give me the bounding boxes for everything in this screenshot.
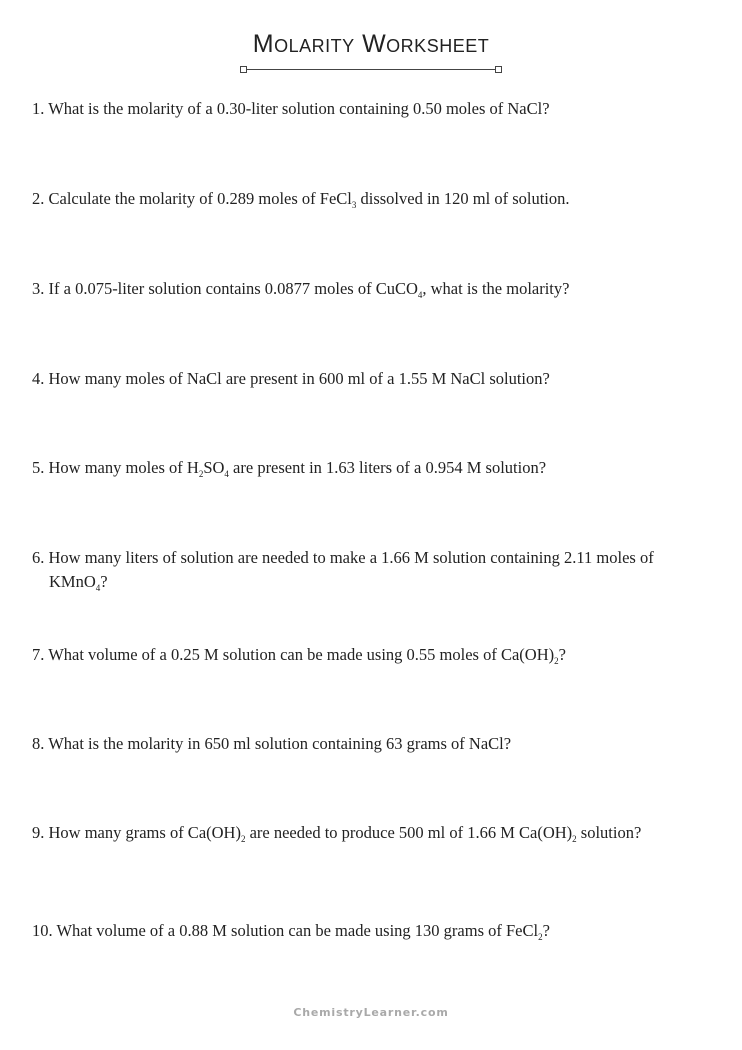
worksheet-title: Molarity Worksheet — [252, 30, 490, 58]
question-7: 7. What volume of a 0.25 M solution can be made using 0.55 moles of $Ca(OH)_2$? — [32, 645, 566, 666]
question-9: 9. How many grams of $Ca(OH)_2$ are needed to produce 500 ml of 1.66 M $Ca(OH)_2$ solution? — [32, 823, 642, 844]
question-8: 8. What is the molarity in 650 ml solution containing 63 grams of NaCl? — [32, 734, 512, 753]
divider-right-square — [495, 66, 502, 73]
question-5: 5. How many moles of $H_2SO_4$ are present in 1.63 liters of a 0.954 M solution? — [32, 458, 547, 479]
question-3: 3. If a 0.075-liter solution contains 0.0877 moles of CuCO$_4$, what is the molarity? — [32, 279, 570, 300]
question-4: 4. How many moles of NaCl are present in 600 ml of a 1.55 M NaCl solution? — [32, 369, 550, 388]
question-6: 6. How many liters of solution are needed to make a 1.66 M solution containing 2.11 moles of KMnO$_4$? — [32, 548, 654, 593]
footer-brand: ChemistryLearner.com — [293, 1006, 449, 1019]
divider-left-square — [240, 66, 247, 73]
divider-line — [244, 69, 498, 70]
question-10: 10. What volume of a 0.88 M solution can be made using 130 grams of FeCl$_2$? — [32, 921, 550, 942]
title-divider — [240, 66, 502, 74]
question-1: 1. What is the molarity of a 0.30-liter solution containing 0.50 moles of NaCl? — [32, 99, 550, 118]
question-2: 2. Calculate the molarity of 0.289 moles of FeCl$_3$ dissolved in 120 ml of solution. — [32, 189, 570, 210]
